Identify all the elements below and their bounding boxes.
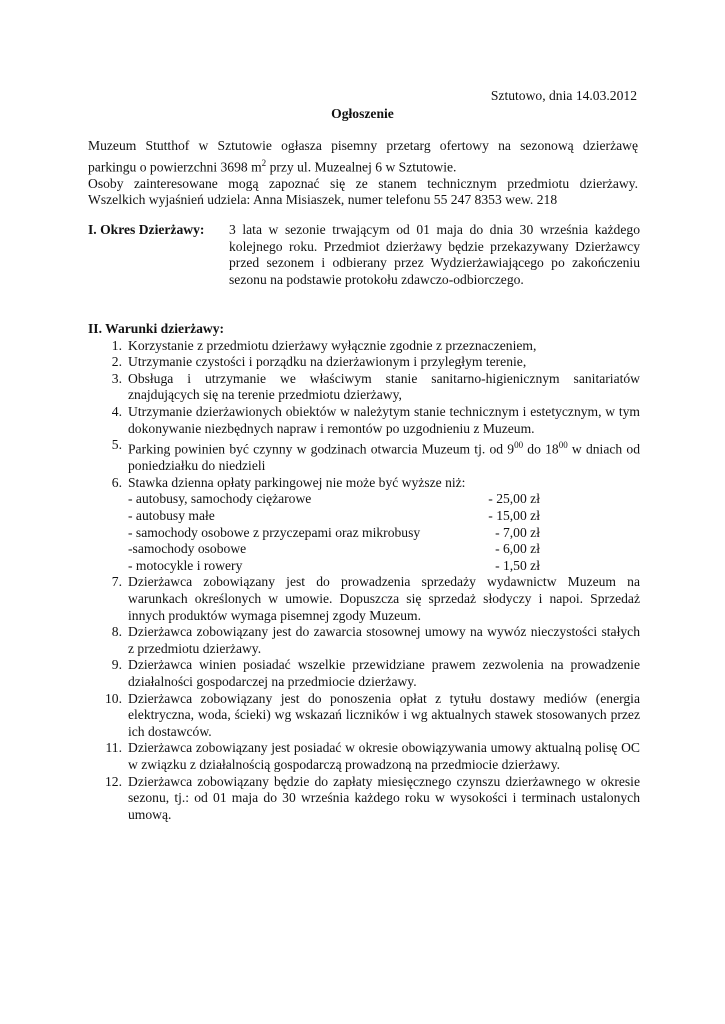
rate-price: - 7,00 zł bbox=[495, 524, 540, 540]
document-date: Sztutowo, dnia 14.03.2012 bbox=[490, 88, 637, 103]
section-lease-conditions bbox=[88, 321, 640, 823]
list-item bbox=[88, 371, 640, 404]
item-text: Utrzymanie czystości i porządku na dzierżawionym i przyległym terenie, bbox=[128, 354, 527, 370]
intro-text: parkingu o powierzchni 3698 m bbox=[88, 159, 262, 175]
item-text: Dzierżawca winien posiadać wszelkie przewidziane prawem zezwolenia na prowadzenie działalności gospodarczej na przedmiocie dzierżawy. bbox=[128, 657, 640, 689]
rate-price: - 1,50 zł bbox=[495, 557, 540, 573]
intro-line: Muzeum Stutthof w Sztutowie ogłasza pisemny przetarg ofertowy na sezonową dzierżawę bbox=[88, 138, 638, 153]
item-text: Dzierżawca zobowiązany jest do prowadzenia sprzedaży wydawnictw Muzeum na warunkach określonych w umowie. Dopuszcza się sprzedaż słodyczy i napoi. Sprzedaż innych produktów wymaga pisemnej zgody Muzeum. bbox=[128, 574, 640, 623]
intro-text: przy ul. Muzealnej 6 w Sztutowie. bbox=[266, 159, 457, 175]
item-text: Dzierżawca zobowiązany będzie do zapłaty miesięcznego czynszu dzierżawnego w okresie sezonu, tj.: od 01 maja do 30 września każdego roku w wysokości i terminach ustalonych umową. bbox=[128, 773, 640, 822]
item-number: 3. bbox=[111, 370, 122, 386]
item-text: Dzierżawca zobowiązany jest posiadać w okresie obowiązywania umowy aktualną polisę OC w związku z działalnością gospodarczą prowadzoną na przedmiocie dzierżawy. bbox=[128, 740, 640, 772]
document-title: Ogłoszenie bbox=[331, 106, 394, 121]
list-item bbox=[88, 404, 640, 437]
section-heading: II. Warunki dzierżawy: bbox=[88, 321, 225, 336]
list-item bbox=[88, 475, 640, 575]
superscript: 2 bbox=[261, 157, 267, 168]
rate-price: - 6,00 zł bbox=[495, 541, 540, 557]
item-number: 7. bbox=[111, 574, 122, 590]
list-item bbox=[88, 740, 640, 773]
item-number: 1. bbox=[111, 337, 122, 353]
item-number: 10. bbox=[105, 690, 122, 706]
list-item bbox=[88, 774, 640, 824]
rate-label: - autobusy małe bbox=[128, 508, 215, 524]
item-text: Stawka dzienna opłaty parkingowej nie może być wyższe niż: bbox=[128, 474, 466, 490]
list-item bbox=[88, 574, 640, 624]
item-text: Dzierżawca zobowiązany jest do ponoszenia opłat z tytułu dostawy mediów (energia elektryczna, woda, ścieki) wg wskazań liczników i wg aktualnych stawek stosowanych przez ich dostawców. bbox=[128, 690, 640, 739]
list-item bbox=[88, 657, 640, 690]
rate-row bbox=[128, 558, 640, 575]
section-heading: I. Okres Dzierżawy: bbox=[88, 222, 205, 237]
item-text: w dniach od poniedziałku do niedzieli bbox=[128, 441, 641, 474]
item-text: Dzierżawca zobowiązany jest do zawarcia stosownej umowy na wywóz nieczystości stałych z przedmiotu dzierżawy. bbox=[128, 624, 640, 656]
rate-label: - autobusy, samochody ciężarowe bbox=[128, 491, 312, 507]
parking-rates-list bbox=[128, 491, 640, 574]
item-number: 6. bbox=[111, 474, 122, 490]
section-text: 3 lata w sezonie trwającym od 01 maja do dnia 30 września każdego kolejnego roku. Przedmiot dzierżawy będzie przekazywany Dzierżawcy przed sezonem i odbierany przez Wydzierżawiającego po zakończeniu sezonu na podstawie protokołu zdawczo-odbiorczego. bbox=[229, 222, 640, 287]
rate-row bbox=[128, 508, 640, 525]
item-number: 8. bbox=[111, 624, 122, 640]
item-number: 4. bbox=[111, 403, 122, 419]
conditions-list bbox=[88, 338, 640, 824]
intro-line: Wszelkich wyjaśnień udziela: Anna Misiaszek, numer telefonu 55 247 8353 wew. 218 bbox=[88, 192, 558, 208]
item-text: do 18 bbox=[523, 441, 559, 457]
rate-price: - 15,00 zł bbox=[488, 508, 540, 524]
list-item bbox=[88, 354, 640, 371]
item-number: 11. bbox=[105, 740, 122, 756]
item-text: Obsługa i utrzymanie we właściwym stanie sanitarno-higienicznym sanitariatów znajdujących się na terenie przedmiotu dzierżawy, bbox=[128, 370, 640, 403]
item-text: Korzystanie z przedmiotu dzierżawy wyłącznie zgodnie z przeznaczeniem, bbox=[128, 337, 537, 353]
list-item bbox=[88, 437, 640, 475]
item-text: Utrzymanie dzierżawionych obiektów w należytym stanie technicznym i estetycznym, w tym dokonywanie niezbędnych napraw i remontów po uzgodnieniu z Muzeum. bbox=[128, 403, 640, 436]
item-number: 9. bbox=[111, 657, 122, 673]
list-item bbox=[88, 691, 640, 741]
rate-label: - motocykle i rowery bbox=[128, 557, 243, 573]
list-item bbox=[88, 624, 640, 657]
intro-paragraph bbox=[88, 138, 638, 209]
list-item bbox=[88, 338, 640, 355]
superscript: 00 bbox=[558, 440, 568, 451]
rate-label: - samochody osobowe z przyczepami oraz mikrobusy bbox=[128, 524, 421, 540]
rate-price: - 25,00 zł bbox=[488, 491, 540, 507]
intro-line bbox=[88, 155, 638, 176]
intro-line: Osoby zainteresowane mogą zapoznać się ze stanem technicznym przedmiotu dzierżawy. bbox=[88, 175, 638, 191]
rate-row bbox=[128, 525, 640, 542]
superscript: 00 bbox=[514, 440, 524, 451]
rate-row bbox=[128, 541, 640, 558]
item-number: 12. bbox=[105, 773, 122, 789]
item-number: 2. bbox=[111, 354, 122, 370]
rate-label: -samochody osobowe bbox=[128, 541, 247, 557]
rate-row bbox=[128, 491, 640, 508]
item-text: Parking powinien być czynny w godzinach otwarcia Muzeum tj. od 9 bbox=[128, 441, 515, 457]
item-number: 5. bbox=[111, 437, 122, 453]
